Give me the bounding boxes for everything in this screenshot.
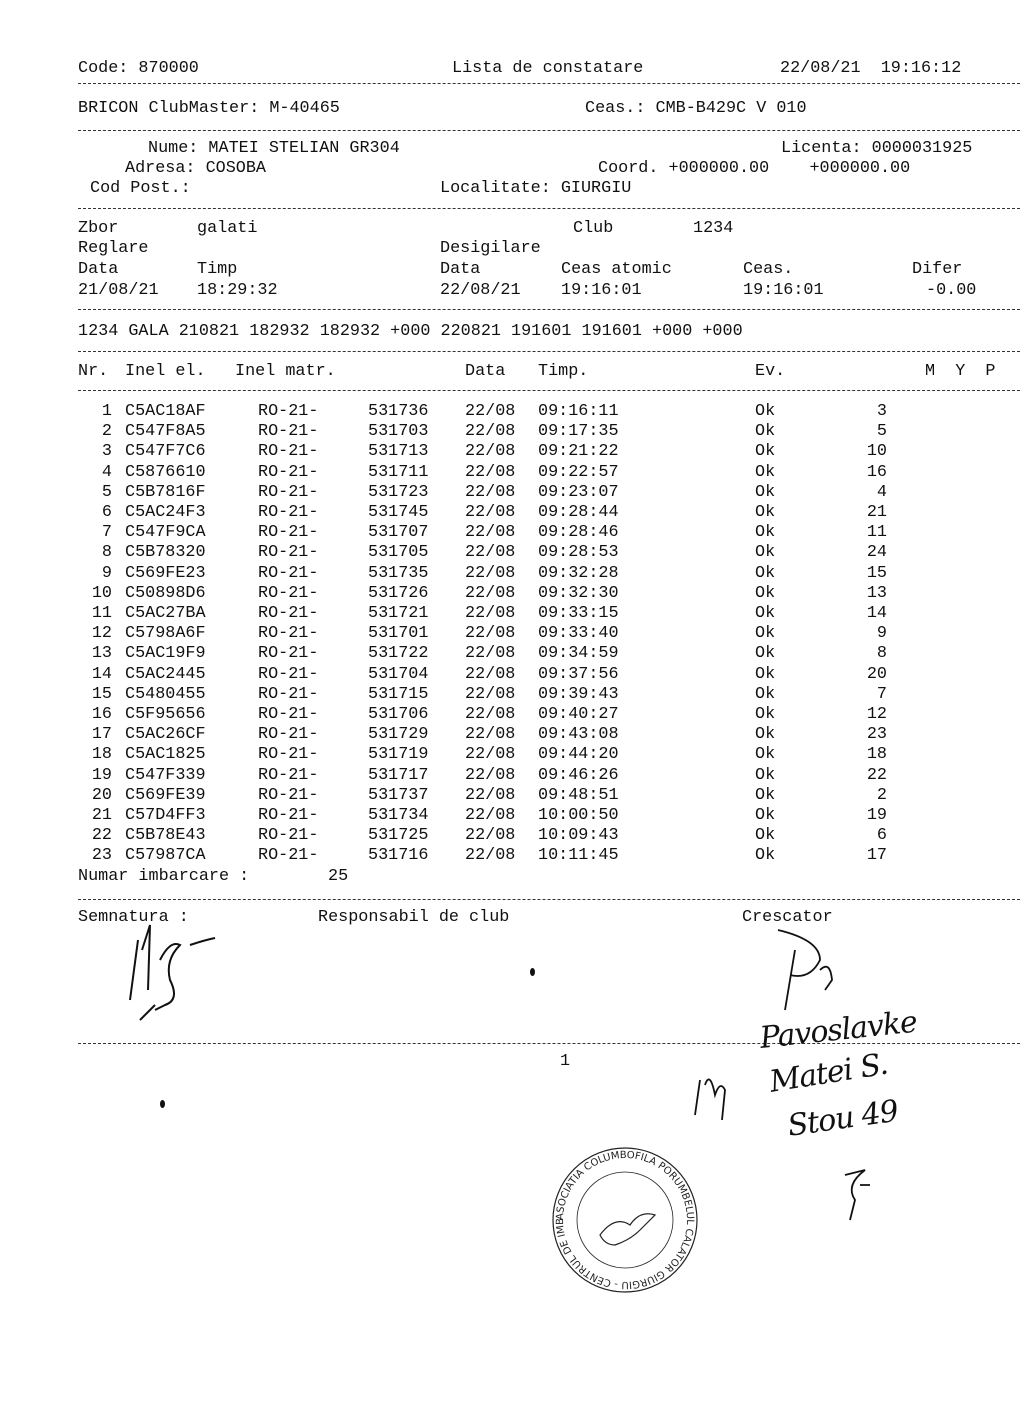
divider — [78, 130, 1020, 131]
table-row — [0, 483, 1024, 503]
table-row — [0, 604, 1024, 624]
table-row — [0, 402, 1024, 422]
row-date: 22/08 — [465, 482, 516, 502]
row-inel-matr: 531717 — [368, 765, 429, 785]
row-inel-el: C5AC24F3 — [125, 503, 206, 522]
row-prefix: RO-21- — [258, 826, 319, 846]
row-position: 10 — [866, 442, 887, 462]
row-position: 11 — [866, 523, 887, 543]
row-prefix: RO-21- — [258, 705, 319, 724]
table-row — [0, 826, 1024, 846]
row-inel-el: C5B78320 — [125, 543, 206, 563]
row-nr: 3 — [101, 442, 112, 462]
row-date: 22/08 — [465, 402, 516, 421]
row-prefix: RO-21- — [258, 422, 319, 442]
row-prefix: RO-21- — [258, 482, 319, 502]
row-date: 22/08 — [465, 543, 516, 563]
row-inel-el: C569FE23 — [125, 563, 206, 583]
row-position: 9 — [876, 624, 887, 644]
row-inel-matr: 531719 — [368, 745, 429, 765]
row-position: 4 — [876, 482, 887, 502]
row-date: 22/08 — [465, 563, 516, 583]
row-inel-el: C57987CA — [125, 846, 206, 866]
row-date: 22/08 — [465, 583, 516, 603]
row-inel-matr: 531715 — [368, 684, 429, 704]
row-position: 15 — [866, 563, 887, 583]
row-inel-el: C50898D6 — [125, 583, 206, 603]
svg-text:ASOCIATIA COLUMBOFILA PORUMBEL: ASOCIATIA COLUMBOFILA PORUMBELUL CALATOR GIURGIU - CENTRUL DE IMBARCARE NR. 1 COSOBA — [541, 1137, 696, 1291]
row-inel-el: C5AC2445 — [125, 664, 206, 684]
row-date: 22/08 — [465, 846, 516, 866]
row-nr: 7 — [101, 523, 112, 543]
code: Code: 870000 — [78, 59, 199, 78]
row-prefix: RO-21- — [258, 624, 319, 644]
row-ev: Ok — [755, 785, 776, 805]
row-inel-matr: 531735 — [368, 563, 429, 583]
row-ev: Ok — [755, 442, 776, 462]
row-inel-matr: 531723 — [368, 482, 429, 502]
row-ev: Ok — [755, 846, 776, 866]
row-date: 22/08 — [465, 523, 516, 543]
col-nr: Nr. — [78, 362, 109, 381]
row-nr: 12 — [91, 624, 112, 644]
row-nr: 10 — [91, 583, 112, 603]
row-position: 7 — [876, 684, 887, 704]
owner-name: Nume: MATEI STELIAN GR304 — [148, 139, 400, 158]
reglare-timp: 18:29:32 — [197, 281, 278, 300]
row-position: 23 — [866, 725, 887, 745]
document-title: Lista de constatare — [452, 59, 644, 78]
row-ev: Ok — [755, 624, 776, 644]
data-label: Data — [78, 260, 119, 279]
row-position: 21 — [866, 503, 887, 522]
row-time: 09:32:30 — [538, 583, 619, 603]
col-ev: Ev. — [755, 362, 786, 381]
row-inel-el: C5AC27BA — [125, 604, 206, 623]
row-nr: 8 — [101, 543, 112, 563]
reglare-data: 21/08/21 — [78, 281, 159, 300]
row-prefix: RO-21- — [258, 442, 319, 462]
row-position: 12 — [866, 705, 887, 724]
table-row — [0, 644, 1024, 664]
row-inel-matr: 531705 — [368, 543, 429, 563]
row-time: 09:40:27 — [538, 705, 619, 724]
divider — [78, 390, 1020, 391]
row-nr: 5 — [101, 482, 112, 502]
row-nr: 19 — [91, 765, 112, 785]
row-prefix: RO-21- — [258, 725, 319, 745]
row-ev: Ok — [755, 745, 776, 765]
col-inel-matr: Inel matr. — [235, 362, 336, 381]
row-inel-el: C5876610 — [125, 462, 206, 482]
row-date: 22/08 — [465, 644, 516, 664]
row-date: 22/08 — [465, 503, 516, 522]
row-inel-el: C5B7816F — [125, 482, 206, 502]
crescator-label: Crescator — [742, 908, 833, 927]
semnatura-label: Semnatura : — [78, 908, 189, 927]
row-ev: Ok — [755, 664, 776, 684]
row-position: 2 — [876, 785, 887, 805]
row-time: 09:21:22 — [538, 442, 619, 462]
row-nr: 20 — [91, 785, 112, 805]
table-row — [0, 503, 1024, 523]
table-row — [0, 564, 1024, 584]
row-time: 10:09:43 — [538, 826, 619, 846]
row-prefix: RO-21- — [258, 684, 319, 704]
row-inel-matr: 531703 — [368, 422, 429, 442]
table-row — [0, 543, 1024, 563]
table-row — [0, 442, 1024, 462]
row-position: 16 — [866, 462, 887, 482]
row-prefix: RO-21- — [258, 664, 319, 684]
row-inel-el: C569FE39 — [125, 785, 206, 805]
row-ev: Ok — [755, 563, 776, 583]
desigilare-label: Desigilare — [440, 239, 541, 258]
row-nr: 16 — [91, 705, 112, 724]
table-row — [0, 846, 1024, 866]
row-inel-matr: 531722 — [368, 644, 429, 664]
print-datetime: 22/08/21 19:16:12 — [780, 59, 962, 78]
row-nr: 4 — [101, 462, 112, 482]
ceas-device: Ceas.: CMB-B429C V 010 — [585, 99, 807, 118]
table-row — [0, 705, 1024, 725]
row-nr: 6 — [101, 503, 112, 522]
handwriting-line: Matei S. — [767, 1046, 890, 1100]
row-prefix: RO-21- — [258, 846, 319, 866]
row-position: 24 — [866, 543, 887, 563]
row-nr: 22 — [91, 826, 112, 846]
row-date: 22/08 — [465, 604, 516, 623]
summary-line: 1234 GALA 210821 182932 182932 +000 220821 191601 191601 +000 +000 — [78, 322, 743, 341]
table-row — [0, 806, 1024, 826]
row-time: 09:33:40 — [538, 624, 619, 644]
address: Adresa: COSOBA — [125, 159, 266, 178]
timp-label: Timp — [197, 260, 238, 279]
club-stamp — [541, 1137, 705, 1295]
row-nr: 13 — [91, 644, 112, 664]
table-row — [0, 725, 1024, 745]
row-time: 09:28:44 — [538, 503, 619, 522]
row-position: 20 — [866, 664, 887, 684]
row-ev: Ok — [755, 543, 776, 563]
row-ev: Ok — [755, 503, 776, 522]
row-inel-el: C5B78E43 — [125, 826, 206, 846]
table-row — [0, 624, 1024, 644]
page-number: 1 — [560, 1052, 571, 1071]
row-ev: Ok — [755, 684, 776, 704]
row-ev: Ok — [755, 462, 776, 482]
table-row — [0, 745, 1024, 765]
license: Licenta: 0000031925 — [781, 139, 973, 158]
table-row — [0, 685, 1024, 705]
row-date: 22/08 — [465, 806, 516, 825]
row-ev: Ok — [755, 705, 776, 724]
row-ev: Ok — [755, 806, 776, 825]
row-inel-matr: 531721 — [368, 604, 429, 623]
row-time: 09:39:43 — [538, 684, 619, 704]
row-position: 14 — [866, 604, 887, 623]
row-inel-matr: 531711 — [368, 462, 429, 482]
row-nr: 18 — [91, 745, 112, 765]
row-time: 09:22:57 — [538, 462, 619, 482]
col-inel-el: Inel el. — [125, 362, 206, 381]
row-prefix: RO-21- — [258, 644, 319, 664]
row-nr: 11 — [91, 604, 112, 623]
table-row — [0, 786, 1024, 806]
table-row — [0, 463, 1024, 483]
difer-value: -0.00 — [926, 281, 977, 300]
row-time: 09:23:07 — [538, 482, 619, 502]
row-ev: Ok — [755, 765, 776, 785]
ink-dot — [530, 968, 535, 976]
row-ev: Ok — [755, 422, 776, 442]
row-inel-el: C547F7C6 — [125, 442, 206, 462]
row-inel-matr: 531737 — [368, 785, 429, 805]
row-inel-matr: 531734 — [368, 806, 429, 825]
row-date: 22/08 — [465, 785, 516, 805]
row-date: 22/08 — [465, 422, 516, 442]
row-nr: 17 — [91, 725, 112, 745]
row-date: 22/08 — [465, 705, 516, 724]
row-nr: 21 — [91, 806, 112, 825]
row-prefix: RO-21- — [258, 745, 319, 765]
row-inel-matr: 531701 — [368, 624, 429, 644]
club-value: 1234 — [693, 219, 734, 238]
row-time: 09:28:46 — [538, 523, 619, 543]
row-ev: Ok — [755, 725, 776, 745]
coordinates: Coord. +000000.00 +000000.00 — [598, 159, 911, 178]
row-date: 22/08 — [465, 826, 516, 846]
row-inel-matr: 531704 — [368, 664, 429, 684]
row-date: 22/08 — [465, 765, 516, 785]
row-ev: Ok — [755, 826, 776, 846]
row-time: 10:11:45 — [538, 846, 619, 866]
locality: Localitate: GIURGIU — [440, 179, 632, 198]
row-inel-el: C5AC1825 — [125, 745, 206, 765]
row-date: 22/08 — [465, 725, 516, 745]
divider — [78, 899, 1020, 900]
row-inel-el: C5AC18AF — [125, 402, 206, 421]
row-time: 09:37:56 — [538, 664, 619, 684]
club-label: Club — [573, 219, 614, 238]
row-position: 13 — [866, 583, 887, 603]
row-prefix: RO-21- — [258, 523, 319, 543]
row-time: 09:44:20 — [538, 745, 619, 765]
divider — [78, 309, 1020, 310]
row-nr: 9 — [101, 563, 112, 583]
row-time: 09:17:35 — [538, 422, 619, 442]
desigilare-atomic: 19:16:01 — [561, 281, 642, 300]
responsabil-label: Responsabil de club — [318, 908, 510, 927]
table-row — [0, 584, 1024, 604]
row-time: 09:46:26 — [538, 765, 619, 785]
table-row — [0, 766, 1024, 786]
difer-label: Difer — [912, 260, 963, 279]
row-date: 22/08 — [465, 462, 516, 482]
signature-semnatura — [120, 920, 220, 1030]
row-inel-matr: 531729 — [368, 725, 429, 745]
row-inel-el: C57D4FF3 — [125, 806, 206, 825]
row-nr: 2 — [101, 422, 112, 442]
row-prefix: RO-21- — [258, 785, 319, 805]
row-prefix: RO-21- — [258, 402, 319, 421]
row-time: 09:48:51 — [538, 785, 619, 805]
row-inel-matr: 531725 — [368, 826, 429, 846]
row-inel-el: C5AC26CF — [125, 725, 206, 745]
row-nr: 14 — [91, 664, 112, 684]
row-time: 09:43:08 — [538, 725, 619, 745]
zbor-label: Zbor — [78, 219, 119, 238]
row-time: 09:33:15 — [538, 604, 619, 623]
row-prefix: RO-21- — [258, 503, 319, 522]
desigilare-ceas: 19:16:01 — [743, 281, 824, 300]
row-date: 22/08 — [465, 745, 516, 765]
row-inel-el: C5798A6F — [125, 624, 206, 644]
row-prefix: RO-21- — [258, 543, 319, 563]
desigilare-data: 22/08/21 — [440, 281, 521, 300]
row-inel-el: C5AC19F9 — [125, 644, 206, 664]
row-prefix: RO-21- — [258, 583, 319, 603]
row-prefix: RO-21- — [258, 806, 319, 825]
row-prefix: RO-21- — [258, 563, 319, 583]
table-row — [0, 422, 1024, 442]
handwriting-line: Stou 49 — [785, 1093, 900, 1144]
row-date: 22/08 — [465, 684, 516, 704]
row-position: 8 — [876, 644, 887, 664]
row-ev: Ok — [755, 482, 776, 502]
row-prefix: RO-21- — [258, 765, 319, 785]
row-prefix: RO-21- — [258, 604, 319, 623]
row-position: 19 — [866, 806, 887, 825]
row-inel-matr: 531716 — [368, 846, 429, 866]
row-ev: Ok — [755, 644, 776, 664]
row-prefix: RO-21- — [258, 462, 319, 482]
row-time: 09:32:28 — [538, 563, 619, 583]
ceas-label: Ceas. — [743, 260, 794, 279]
row-ev: Ok — [755, 583, 776, 603]
row-nr: 23 — [91, 846, 112, 866]
row-time: 09:28:53 — [538, 543, 619, 563]
col-timp: Timp. — [538, 362, 589, 381]
postal-code: Cod Post.: — [90, 179, 191, 198]
clubmaster: BRICON ClubMaster: M-40465 — [78, 99, 340, 118]
divider — [78, 208, 1020, 209]
row-nr: 1 — [101, 402, 112, 421]
row-ev: Ok — [755, 402, 776, 421]
row-inel-el: C547F8A5 — [125, 422, 206, 442]
data2-label: Data — [440, 260, 481, 279]
row-position: 22 — [866, 765, 887, 785]
row-inel-matr: 531713 — [368, 442, 429, 462]
row-nr: 15 — [91, 684, 112, 704]
reglare-label: Reglare — [78, 239, 149, 258]
row-position: 5 — [876, 422, 887, 442]
table-row — [0, 665, 1024, 685]
row-date: 22/08 — [465, 442, 516, 462]
row-ev: Ok — [755, 523, 776, 543]
row-position: 3 — [876, 402, 887, 421]
row-inel-matr: 531707 — [368, 523, 429, 543]
row-position: 6 — [876, 826, 887, 846]
row-inel-matr: 531726 — [368, 583, 429, 603]
divider — [78, 351, 1020, 352]
divider — [78, 83, 1020, 84]
zbor-value: galati — [197, 219, 258, 238]
numar-imbarcare-value: 25 — [328, 867, 349, 886]
row-inel-matr: 531745 — [368, 503, 429, 522]
row-inel-el: C547F339 — [125, 765, 206, 785]
table-row — [0, 523, 1024, 543]
row-position: 18 — [866, 745, 887, 765]
numar-imbarcare-label: Numar imbarcare : — [78, 867, 250, 886]
row-inel-matr: 531736 — [368, 402, 429, 421]
row-time: 09:34:59 — [538, 644, 619, 664]
row-date: 22/08 — [465, 664, 516, 684]
row-ev: Ok — [755, 604, 776, 623]
row-inel-el: C5F95656 — [125, 705, 206, 724]
row-time: 10:00:50 — [538, 806, 619, 825]
col-myp: M Y P — [925, 362, 996, 381]
row-position: 17 — [866, 846, 887, 866]
ceas-atomic-label: Ceas atomic — [561, 260, 672, 279]
col-data: Data — [465, 362, 506, 381]
row-date: 22/08 — [465, 624, 516, 644]
row-time: 09:16:11 — [538, 402, 619, 421]
row-inel-el: C547F9CA — [125, 523, 206, 543]
ink-dot — [160, 1100, 165, 1108]
row-inel-el: C5480455 — [125, 684, 206, 704]
row-inel-matr: 531706 — [368, 705, 429, 724]
handwriting-line: Pavoslavke — [758, 1004, 919, 1056]
